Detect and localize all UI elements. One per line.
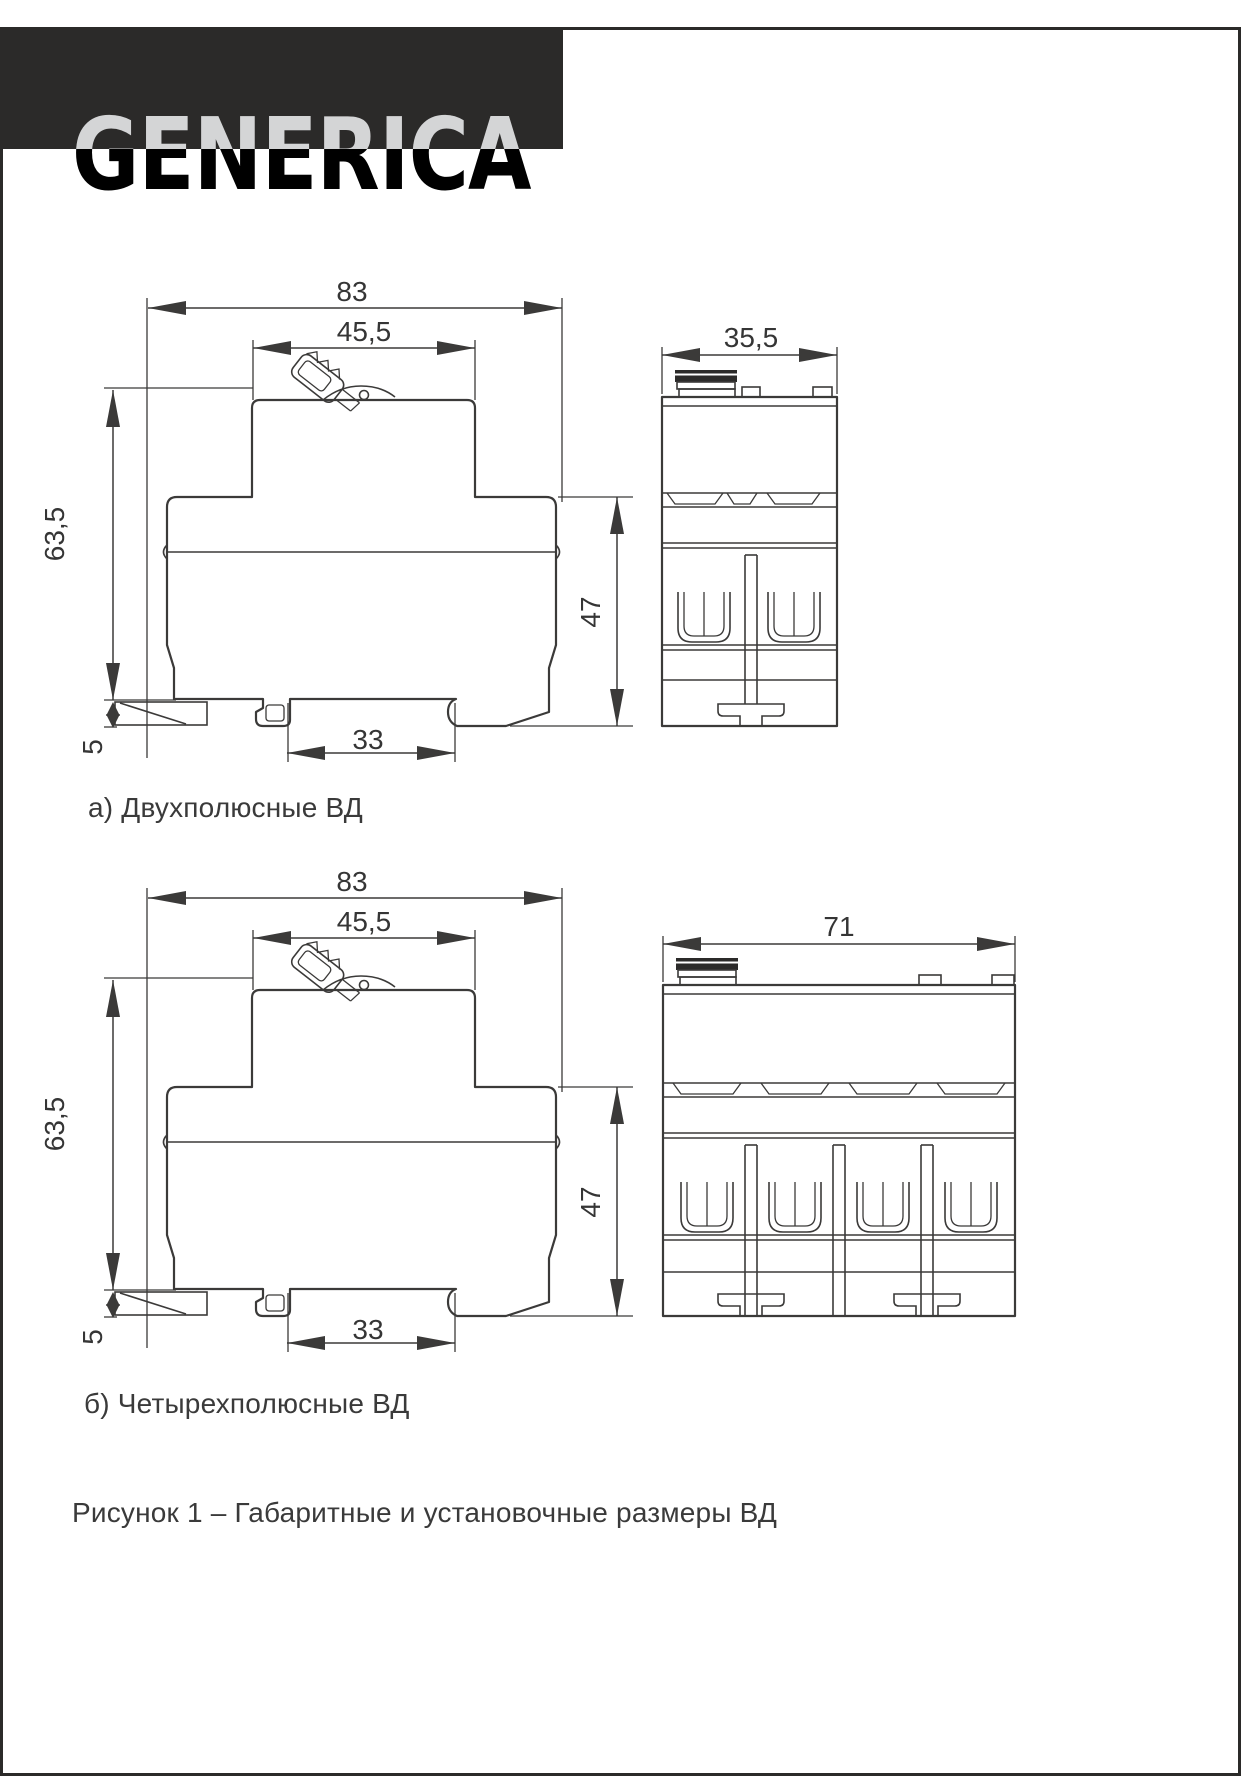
front-view-4pole	[575, 911, 1015, 1316]
dim-b-rail-height: 5	[77, 1329, 108, 1345]
dim-a-rail-height: 5	[77, 739, 108, 755]
dim-a-overall-width: 83	[336, 276, 368, 307]
caption-two-pole: а) Двухполюсные ВД	[88, 792, 363, 823]
dim-b-overall-width: 83	[336, 866, 368, 897]
dim-b-top-width: 45,5	[336, 906, 392, 937]
dim-b-slot-width: 33	[352, 1314, 384, 1345]
figure-caption: Рисунок 1 – Габаритные и установочные размеры ВД	[72, 1497, 778, 1528]
dim-b-front-height: 47	[575, 1186, 606, 1218]
dim-a-slot-width: 33	[352, 724, 384, 755]
caption-four-pole: б) Четырехполюсные ВД	[84, 1388, 410, 1419]
side-view-4pole	[39, 866, 633, 1352]
dim-b-body-height: 63,5	[39, 1096, 70, 1152]
dim-a-body-height: 63,5	[39, 506, 70, 562]
dim-a-front-height: 47	[575, 596, 606, 628]
dim-a-front-width: 35,5	[723, 322, 779, 353]
dim-a-top-width: 45,5	[336, 316, 392, 347]
side-view-2pole	[39, 276, 633, 762]
dim-b-front-width: 71	[823, 911, 855, 942]
brand-logo-text: GENERICA	[72, 96, 531, 213]
